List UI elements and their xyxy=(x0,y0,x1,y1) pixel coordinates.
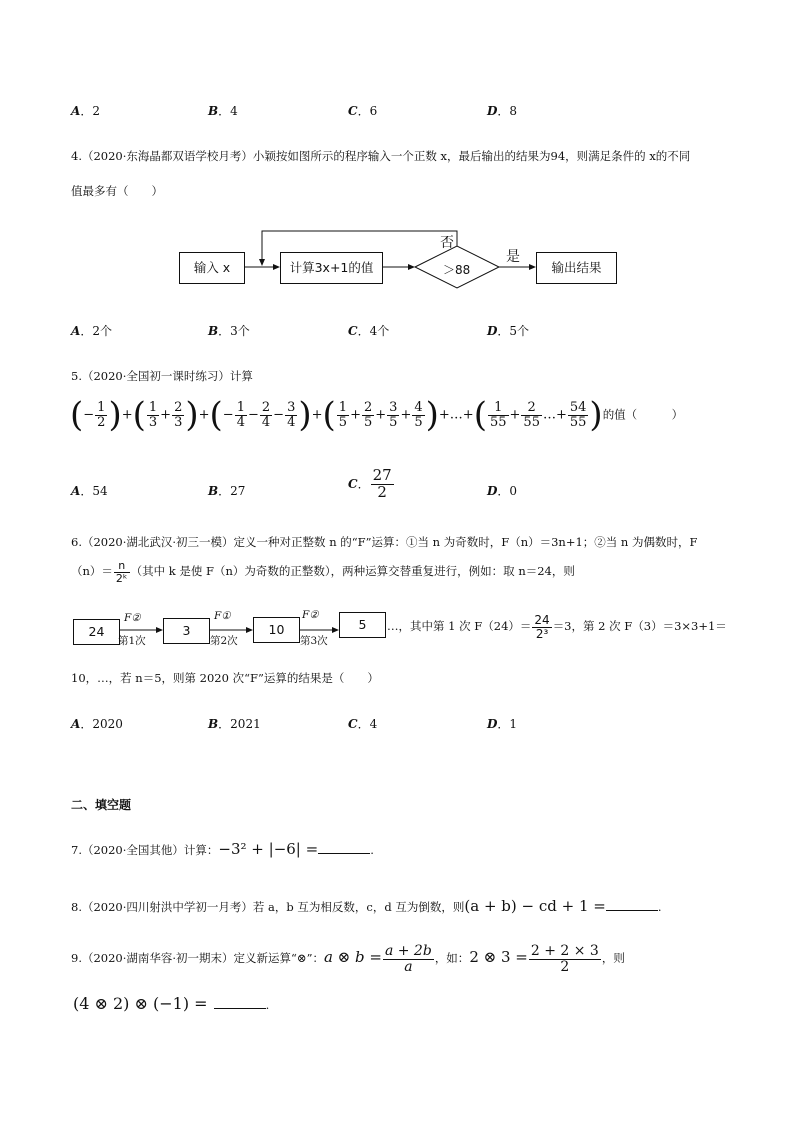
section-title: 二、填空题 xyxy=(71,798,132,812)
q3-option-d: D．8 xyxy=(487,104,518,118)
chain-box-2: 3 xyxy=(163,618,210,644)
q3-option-a: A．2 xyxy=(71,104,100,118)
q9-line1: 9.（2020·湖南华容·初一期末）定义新运算“⊗”：a ⊗ b = $\frac{a + 2b}{a}$ ，如：2 ⊗ 3 = $\frac{2 + 2 \times 3}{2}$ ，则 xyxy=(71,943,625,975)
flow-output-box: 输出结果 xyxy=(536,252,617,284)
arrow2-top: F① xyxy=(214,610,231,622)
q4-option-d: D．5个 xyxy=(487,324,530,338)
q6-option-b: B．2021 xyxy=(208,717,261,731)
q4-option-a: A．2个 xyxy=(71,324,112,338)
q3-option-c: C．6 xyxy=(348,104,378,118)
arrow2-bottom: 第2次 xyxy=(210,635,238,647)
q6-option-c: C．4 xyxy=(348,717,378,731)
q7: 7.（2020·全国其他）计算：−3² + |−6| = . xyxy=(71,840,374,858)
q6-chain-tail: …，其中第 1 次 F（24）＝ $\frac{24}{\text{2³}}$ ＝3，第 2 次 F（3）＝3×3+1＝ xyxy=(387,613,727,641)
q6-option-d: D．1 xyxy=(487,717,518,731)
arrow1-top: F② xyxy=(124,612,141,624)
arrow3-top: F② xyxy=(302,609,319,621)
flow-condition-text: ＞88 xyxy=(443,263,471,277)
chain-box-1: 24 xyxy=(73,619,120,645)
q3-option-b: B．4 xyxy=(208,104,238,118)
chain-box-3: 10 xyxy=(253,617,300,643)
q8: 8.（2020·四川射洪中学初一月考）若 a，b 互为相反数，c，d 互为倒数，则(a + b) − cd + 1 = . xyxy=(71,897,662,915)
q5-option-c: C． $\frac{27}{2}$ xyxy=(348,466,392,501)
q5-tail: 的值（ ） xyxy=(602,407,684,422)
q5-option-a: A．54 xyxy=(71,484,108,498)
q4-stem-line2: 值最多有（ ） xyxy=(71,184,163,198)
flow-yes-label: 是 xyxy=(506,249,520,265)
arrow1-bottom: 第1次 xyxy=(118,635,146,647)
q9-line2: (4 ⊗ 2) ⊗ (−1) = . xyxy=(73,994,270,1013)
q5-option-d: D．0 xyxy=(487,484,518,498)
q4-stem-line1: 4.（2020·东海晶都双语学校月考）小颖按如图所示的程序输入一个正数 x，最后输出的结果为94，则满足条件的 x的不同 xyxy=(71,149,691,163)
q4-option-b: B．3个 xyxy=(208,324,250,338)
q6-line4: 10，…，若 n＝5，则第 2020 次“F”运算的结果是（ ） xyxy=(71,671,379,685)
q5-stem: 5.（2020·全国初一课时练习）计算 xyxy=(71,369,253,383)
q5-option-b: B．27 xyxy=(208,484,246,498)
q6-option-a: A．2020 xyxy=(71,717,123,731)
flow-input-box: 输入 x xyxy=(179,252,245,284)
flow-compute-box: 计算3x+1的值 xyxy=(280,252,383,284)
chain-box-4: 5 xyxy=(339,612,386,638)
q6-line2: （n）＝ $\frac{n}{\text{2ᵏ}}$ （其中 k 是使 F（n）为奇数的正整数），两种运算交替重复进行，例如：取 n＝24，则 xyxy=(71,559,575,585)
q4-option-c: C．4个 xyxy=(348,324,390,338)
arrow3-bottom: 第3次 xyxy=(300,635,328,647)
flow-no-label: 否 xyxy=(440,235,454,251)
q6-line1: 6.（2020·湖北武汉·初三一模）定义一种对正整数 n 的“F”运算：①当 n 为奇数时，F（n）＝3n+1；②当 n 为偶数时，F xyxy=(71,535,698,549)
q5-expression: (− $\frac{1}{2}$ )+( $\frac{1}{3}$ + $\frac{2}{3}$ )+(− $\frac{1}{4}$ − $\frac{2}{4}$ − $\frac{3}{4}$ )+( $\frac{1}{5}$ + $\frac{2}{5}$ + $\frac{3}{5}$ + $\frac{4}{5}$ )+…+( $\frac{1}{55}$ + $\frac{2}{55}$ …+ $\frac{54}{55}$ )的值（ ） xyxy=(70,395,684,435)
